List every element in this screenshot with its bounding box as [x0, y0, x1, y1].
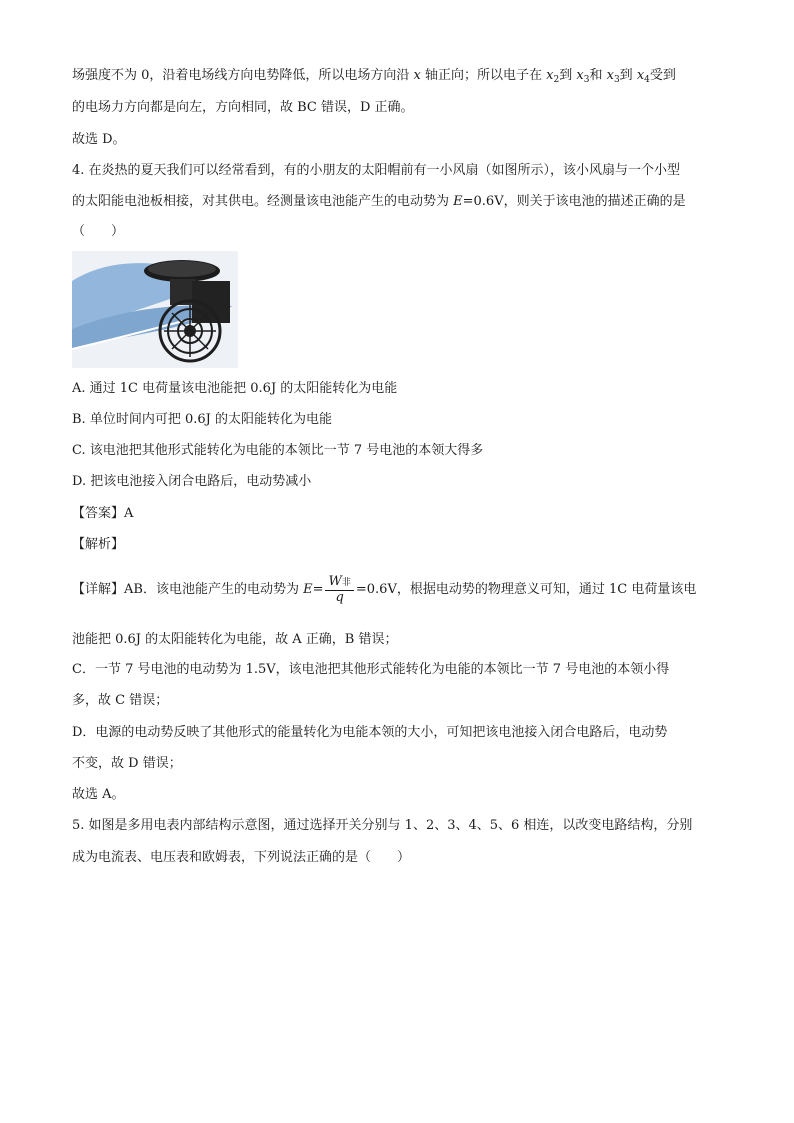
text: 到: [559, 68, 577, 83]
question-5-line-1: 5. 如图是多用电表内部结构示意图，通过选择开关分别与 1、2、3、4、5、6 相连，以改变电路结构，分别: [72, 818, 693, 833]
sun-hat-fan-photo: [72, 251, 238, 368]
text-line-1: [72, 66, 676, 86]
fraction-w-over-q: [325, 575, 353, 605]
var-E: E: [453, 194, 463, 209]
detail-d-line-2: 不变，故 D 错误；: [72, 756, 182, 771]
question-4-line-1: 4. 在炎热的夏天我们可以经常看到，有的小朋友的太阳帽前有一小风扇（如图所示），该小风扇与一个小型: [72, 163, 681, 178]
sub: 3: [613, 75, 620, 85]
option-b: B. 单位时间内可把 0.6J 的太阳能转化为电能: [72, 412, 332, 427]
var-x3b: x: [606, 68, 614, 83]
sub: 3: [583, 75, 590, 85]
detail-c-line-1: C．一节 7 号电池的电动势为 1.5V，该电池把其他形式能转化为电能的本领比一节 7 号电池的本领小得: [72, 662, 670, 677]
option-c: C. 该电池把其他形式能转化为电能的本领比一节 7 号电池的本领大得多: [72, 443, 484, 458]
var-W: W: [328, 573, 342, 589]
sub: 2: [553, 75, 560, 85]
text: 场强度不为 0，沿着电场线方向电势降低，所以电场方向沿: [72, 68, 414, 83]
analysis-label: 【解析】: [72, 537, 125, 552]
detail-line-1: [72, 572, 696, 608]
option-a: A. 通过 1C 电荷量该电池能把 0.6J 的太阳能转化为电能: [72, 381, 398, 396]
detail-line-2: 池能把 0.6J 的太阳能转化为电能，故 A 正确，B 错误；: [72, 632, 398, 647]
detail-d-line-1: D．电源的电动势反映了其他形式的能量转化为电能本领的大小，可知把该电池接入闭合电路后，电动势: [72, 725, 668, 740]
text: 受到: [649, 68, 676, 83]
fraction-numerator: [325, 575, 353, 591]
text: 的太阳能电池板相接，对其供电。经测量该电池能产生的电动势为: [72, 194, 454, 209]
hat-fan-illustration: [72, 251, 238, 368]
text: 和: [589, 68, 607, 83]
text: 【详解】AB．该电池能产生的电动势为: [72, 582, 304, 597]
sub: 4: [644, 75, 650, 85]
fraction-denominator: q: [335, 589, 344, 605]
question-4-line-2: [72, 192, 686, 212]
text-line-2: 的电场力方向都是向左，方向相同，故 BC 错误，D 正确。: [72, 100, 414, 115]
var-x: x: [413, 68, 421, 83]
question-5-line-2: 成为电流表、电压表和欧姆表，下列说法正确的是（ ）: [72, 850, 411, 865]
var-x4: x: [636, 68, 645, 83]
detail-c-line-2: 多，故 C 错误；: [72, 693, 169, 708]
var-x3: x: [576, 68, 584, 83]
text: 到: [619, 68, 637, 83]
select-answer: 故选 A。: [72, 787, 125, 802]
text: 轴正向；所以电子在: [420, 68, 547, 83]
sub: 非: [341, 577, 351, 588]
text: =0.6V，则关于该电池的描述正确的是: [462, 194, 686, 209]
text: =0.6V，根据电动势的物理意义可知，通过 1C 电荷量该电: [355, 582, 697, 597]
question-4-paren: （ ）: [72, 224, 125, 239]
var-E: E: [303, 582, 313, 597]
text-line-3: 故选 D。: [72, 132, 126, 147]
var-x2: x: [546, 68, 554, 83]
text: =: [312, 582, 324, 597]
answer-label: 【答案】A: [72, 506, 134, 521]
option-d: D. 把该电池接入闭合电路后，电动势减小: [72, 474, 312, 489]
